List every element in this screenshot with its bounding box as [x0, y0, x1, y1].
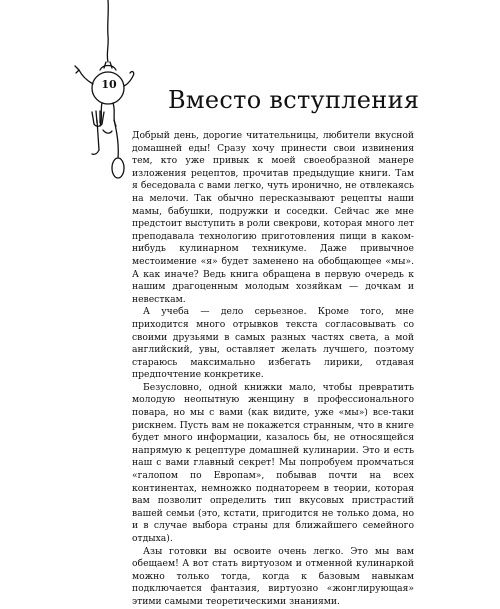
- paragraph: Добрый день, дорогие читательницы, любители вкусной домашней еды! Сразу хочу принести свои извинения тем, кто уже привык к моей своеобразной манере изложения рецептов, прочитав предыдущие книги. Там я беседовала с вами легко, чуть иронично, не отвлекаясь на мелочи. Так обычно пересказывают рецепты наши мамы, бабушки, подружки и соседки. Сейчас же мне предстоит выступить в роли свекрови, которая много лет преподавала технологию приготовления пищи в каком-нибудь кулинарном техникуме. Даже привычное местоимение «я» будет заменено на обобщающее «мы». А как иначе? Ведь книга обращена в первую очередь к нашим драгоценным молодым хозяйкам — дочкам и невесткам.: [132, 130, 414, 305]
- chapter-title: Вместо вступления: [168, 86, 420, 114]
- page-number: 10: [101, 78, 117, 91]
- paragraph: Азы готовки вы освоите очень легко. Это мы вам обещаем! А вот стать виртуозом и отменной кулинаркой можно только тогда, когда к базовым навыкам подключается фантазия, виртуозно «жонглирующая» этими самыми теоретическими знаниями.: [132, 545, 414, 607]
- paragraph: А учеба — дело серьезное. Кроме того, мне приходится много отрывков текста согласовывать со своими друзьями в самых разных частях света, а мой английский, увы, оставляет желать лучшего, поэтому стараюсь максимально избегать лирики, отдавая предпочтение конкретике.: [132, 306, 414, 381]
- paragraph: Безусловно, одной книжки мало, чтобы превратить молодую неопытную женщину в профессионального повара, но мы с вами (как видите, уже «мы») все-таки рискнем. Пусть вам не покажется странным, что в книге будет много информации, казалось бы, не относящейся напрямую к рецептуре домашней кулинарии. Это и есть наш с вами главный секрет! Мы попробуем промчаться «галопом по Европам», побывав почти на всех континентах, немножко поднатореем в теории, которая вам позволит определить тип вкусовых пристрастий вашей семьи (это, кстати, пригодится не только дома, но и в случае выбора страны для ближайшего семейного отдыха).: [132, 381, 414, 544]
- body-text: [132, 130, 414, 609]
